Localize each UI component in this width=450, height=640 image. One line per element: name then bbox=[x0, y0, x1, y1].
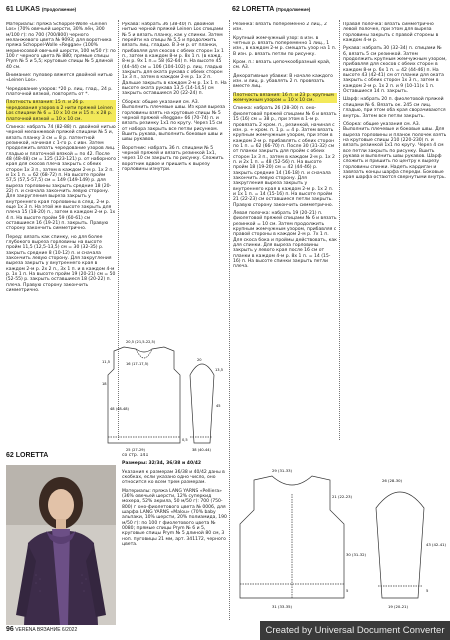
edge-paragraph: Кром. п.: вязать цепочкообразный край, см. А3. bbox=[233, 60, 331, 71]
materials-paragraph: Материалы: пряжа LANG YARNS «Pelliera» (36% овечьей шерсти, 12% суперкид мохера, 52% акрила, 50 м/50 г): 700 (750-800) г оно-фиолетового цвета № 0006, для шарфа LANG YARNS «Malou» (70% baby альпаки, 10% шерсти, 20% полиамида, 190 м/50 г): по 100 г фиолетового цвета № 0080; прямые спицы Prym № 6 и 5, круговые спицы Prym № 5 длиной 80 см, 3 ноп. пуговицы 21 мм, арт. 341172, черного цвета. bbox=[122, 488, 227, 548]
dim-label: 38 (40-44) bbox=[192, 448, 211, 452]
sizes-line bbox=[122, 461, 227, 466]
section-number: 62 bbox=[6, 452, 14, 459]
page-footer bbox=[6, 626, 77, 633]
rib-paragraph: Резинка: вязать попеременно 2 лиц., 2 изн. bbox=[233, 22, 327, 33]
text-column-4 bbox=[343, 22, 447, 434]
warning-paragraph: Внимание: пуловер вяжется двойной нитью «Leinen Los». bbox=[6, 73, 113, 84]
loretta-intro-column bbox=[122, 453, 227, 618]
left-front-paragraph: Левая полочка: набрать 19 (20-21) п. фиолетовой пряжей спицами № 6 и вязать резинкой = 10 см. Затем продолжить крупным жемчужным узором, прибавляя с правой стороны в каждом 2-м р. 7х 1 п. Для скоса бока и проймы действовать, как для спинки. Для выреза горловины закрыть у левого края после 16 см от планки в каждом 4-м р. 8х 1 п. = 14 (15-16) п. На высоте спинки закрыть петли плеча. bbox=[233, 211, 337, 270]
gauge-paragraph: Плотность вязания: 15 п. и 26 р. чередования узоров в 2 нити пряжей Leinen Los спицами № 6 = 10 х 10 см и 15 п. х 28 р. платочной вязкой = 10 х 10 см. bbox=[6, 100, 116, 121]
dim-label: 5 bbox=[426, 588, 429, 593]
loretta-schematics bbox=[232, 436, 448, 616]
continued-from: со стр. 141 bbox=[122, 453, 149, 458]
moss-stitch-paragraph: Крупный жемчужный узор: в изн. в четных р. вязать попеременно 1 лиц., 1 изн., в каждом 2-м р. смещать узор на 1 п. В изн. р. вязать петли по рисунку. bbox=[233, 35, 337, 57]
front-paragraph: Перед: вязать как спинку, но для более глубокого выреза горловины на высоте пройм 11,5 (12,5-13,5) см = 30 (32-35) р. закрыть средние 8 (10-12) п. и сначала закончить левую сторону. Для закругления выреза закрыть у внутреннего края в каждом 2-м р. 2х 2 п., 3х 1 п. и в каждом 4-м р. 1х 1 п. На высоте пройм 19 (20-21) см = 50 (52-55) р. закрыть оставшиеся 18 (20-22) п. плеча. Правую сторону закончить симметрично. bbox=[6, 234, 116, 294]
dim-label: 29 (31-33) bbox=[272, 468, 293, 473]
back-paragraph: Спинка: набрать 74 (82-88) п. двойной нитью черной меланжевой пряжей спицами № 5 и, вязать планку 3 см = 8 р. патентной резинкой, начиная с 1-го р. с ивн. Затем продолжить вязать чередование узоров лиц. гладью и платочной вязкой = по 42. После 48 (48-48) см = 125 (123-121) р. от наборного края для скосов плеча закрыть с обеих сторон 1х 3 п., затем в каждом 2-м р. 1х 2 п. и 1х 1 п. = 62 (68-72) п. На высоте пройм 57,5 (57,5-57,5) см = 149 (149-149) р. для выреза горловины закрыть средние 18 (20-22) п. и сначала закончить левую сторону. Для закругления выреза закрыть у внутреннего края горловины в след. 2-м р. еще 1х 3 п. На этой же высоте закрыть для плеча 15 (18-20) п., затем в каждом 2-м р. 1х 4 п. На высоте пройм 59 (60-61) см оставшиеся 16 (19-21) п. закрыть. Правую сторону закончить симметрично. bbox=[6, 124, 116, 232]
section-heading-loretta bbox=[6, 451, 48, 460]
dim-label: 48 (48-48) bbox=[110, 407, 129, 411]
text-column-3 bbox=[233, 22, 337, 434]
section-header-loretta bbox=[232, 5, 310, 14]
dim-label: 20 bbox=[197, 358, 202, 362]
collar-paragraph: Воротник: набрать 36 п. спицами № 5 черной пряжей и вязать резинкой 1х1, через 10 см закрыть по рисунку. Сложить воротник вдвое и пришить к вырезу горловины изнутри. bbox=[122, 145, 224, 172]
dim-label: 21 (22-23) bbox=[332, 494, 353, 499]
dim-label: 11,5 bbox=[102, 360, 111, 364]
page-number: 96 bbox=[6, 626, 14, 633]
dim-label: 5 bbox=[346, 588, 349, 593]
dim-label: 25 (27-29) bbox=[126, 448, 145, 452]
gauge-paragraph: Плотность вязания: 16 п. и 23 р. крупным жемчужным узором = 10 х 10 см. bbox=[233, 93, 337, 104]
magazine-title: VERENA ВЯЗАНИЕ 6/2022 bbox=[15, 627, 78, 633]
dim-label: 0,5 bbox=[182, 438, 188, 442]
dim-label: 13,5 bbox=[215, 368, 224, 372]
cardigan-body-schematic bbox=[240, 476, 344, 598]
sleeves-paragraph: Рукава: набрать 30 (32-34) п. спицами № 6, вязать 5 см резинкой. Затем продолжить крупным жемчужным узором, прибавляя для скосов с обеих сторон в каждом 8-м р. 6х 1 п. = 42 (44-46) п. На высоте 43 (42-41) см от планки для оката закрыть с обеих сторон 1х 3 п., затем в каждом 2-м р. 1х 2 п. и 9 (10-11)х 1 п. Оставшиеся 14 п. закрыть. bbox=[343, 46, 447, 95]
section-title: LUKAS bbox=[15, 6, 40, 13]
sizes-value: 32/34, 36/38 и 40/42 bbox=[148, 461, 202, 467]
materials-paragraph: Материалы: пряжа Schoppel-Wolle «Leinen Los» (70% овечьей шерсти, 30% лён, 300 м/100 г): по 700 (700/800) черного меланжевого цвета № 9093; для воротника пряжа Schoppel-Wolle «Reggae» (100% мериносовой овечьей шерсти, 100 м/50 г): по 100 г черного цвета № 880; прямые спицы Prym № 5 и 5,5; круговые спицы № 5 длиной 40 см. bbox=[6, 22, 116, 70]
decrease-paragraph: Декоративные убавки: В начале каждого изн. и лиц. р. убавлять 2 п. провязать вместе лиц. bbox=[233, 73, 333, 90]
section-tag: (Продолжение) bbox=[275, 7, 311, 12]
sizes-note: Указания к размерам 36/38 и 40/42 даны в скобках, если указано одно число, оно относится ко всем трем размерам. bbox=[122, 469, 225, 486]
lukas-schematics bbox=[100, 335, 228, 455]
dim-label: 19 (20-21) bbox=[388, 604, 409, 609]
back-paragraph: Спинка: набрать 26 (28-30) п. оно-фиолетовой пряжей спицами № 6 и вязать 15 (16) см = 38 р., при этом в 1-м р. провязать 2 кром. п., резинкой, начиная с изн. р. + кром. п. 1 р. = 4 р. Затем вязать крупным жемчужным узором, при этом в каждом 2-м р. прибавлять с обеих сторон по 1 п. = 62 (66-70) п. После 30 (31-32) см от планки закрыть для пройм с обеих сторон 1х 3 п., затем в каждом 2-м р. 1х 2 п. и 2х 1 п. = 48 (52-56) п. На высоте пройм 18 (19-20) см = 42 (44-46) р. закрыть средние 14 (16-18) п. и сначала закончить левую сторону. Для закругления выреза закрыть у внутреннего края в каждом 2-м р. 1х 2 п. и 1х 1 п. = 14 (15-16) п. На высоте пройм 21 (22-23) см оставшиеся петли закрыть. Правую сторону закончить симметрично. bbox=[233, 106, 337, 208]
cardigan-sleeve-schematic bbox=[376, 492, 424, 598]
assembly-paragraph: Сборка: общие указания см. А3. Выполнить плечевые швы. Из края выреза горловины взять на круговые спицы № 5 черной пряжей «Reggae» 66 (70-74) п. и вязать резинку 1х1 по кругу. Через 15 см от набора закрыть все петли рисунком. Вшить рукава, выполнить боковые швы и швы рукавов. bbox=[122, 99, 226, 143]
model-photo bbox=[6, 465, 116, 625]
converter-watermark: Created by Universal Document Converter bbox=[260, 621, 450, 640]
pattern-paragraph: Чередование узоров: *20 р. лиц. глад., 24 р. платочной вязкой, повторять от *. bbox=[6, 86, 113, 98]
section-title: LORETTA bbox=[241, 6, 275, 13]
scarf-paragraph: Шарф: набрать 20 п. фиолетовой пряжей спицами № 6. Вязать ок. 245 см лиц. гладью, при этом оба края сворачиваются внутрь. Затем все петли закрыть. bbox=[343, 97, 446, 119]
dim-label: 30 (31-32) bbox=[346, 552, 367, 557]
dim-label: 16 (17-17,5) bbox=[126, 362, 149, 366]
section-tag: (Продолжение) bbox=[41, 7, 77, 12]
sizes-label: Размеры: bbox=[122, 461, 148, 467]
sleeve-paragraph: Рукава: набрать 36 (38-40) п. двойной нитью черной пряжей Leinen Los спицами № 5 и вязать планку, как у спинки. Затем перейти на спицы № 5,5 и продолжить вязать лиц. гладью. В 3-м р. от планки, прибавляя для скосов с обеих сторон 1х 1 п., затем в каждом 8-м р. 8х 1 п. (в кажд. 8-м р. 9х 1 п.= 58 (62-64) п. На высоте 45 (44-44) см = 106 (104-102) р. лиц. гладью закрыть для оката рукава с обеих сторон 1х 3 п., затем в каждом 2-м р. 1х 2 п. Дальше закрыть в каждом 2-м р. 1х 1 п. На высоте оката рукава 13,5 (14-14,5) см закрыть оставшиеся 20 (22-24) п. bbox=[122, 22, 227, 97]
dim-label: 20,5 (21,5-22,5) bbox=[126, 340, 156, 344]
model-photo-illustration bbox=[6, 465, 116, 625]
assembly-paragraph: Сборка: общие указания см. А3. Выполнить плечевые и боковые швы. Для выреза горловины и планок полочек взять на круговые спицы 210 (220-230) п. и вязать резинкой 1х1 по кругу. Через 4 см все петли закрыть по рисунку. Вшить рукава и выполнить швы рукавов. Шарф сложить и пришить по центру к вырезу горловины спинки. Надеть кардиган и завязать концы шарфа спереди. Боковые края шарфа остаются свернутыми внутрь. bbox=[343, 121, 447, 181]
dim-label: 43 (42-41) bbox=[426, 542, 447, 547]
dim-label: 26 (28-30) bbox=[382, 478, 403, 483]
text-column-2 bbox=[122, 22, 227, 332]
dim-label: 18 bbox=[102, 382, 107, 386]
column-divider bbox=[229, 20, 230, 620]
section-number: 61 bbox=[6, 6, 14, 13]
sleeve-schematic bbox=[190, 364, 214, 443]
dim-label: 45 bbox=[216, 404, 221, 408]
section-title: LORETTA bbox=[15, 452, 49, 459]
section-number: 62 bbox=[232, 6, 240, 13]
column-divider bbox=[339, 20, 340, 440]
right-front-paragraph: Правая полочка: вязать симметрично левой полочке, при этом для выреза горловины закрыть с правой стороны в каждом 4-м р. bbox=[343, 22, 439, 44]
section-header-lukas bbox=[6, 5, 76, 14]
dim-label: 31 (33-35) bbox=[272, 604, 293, 609]
